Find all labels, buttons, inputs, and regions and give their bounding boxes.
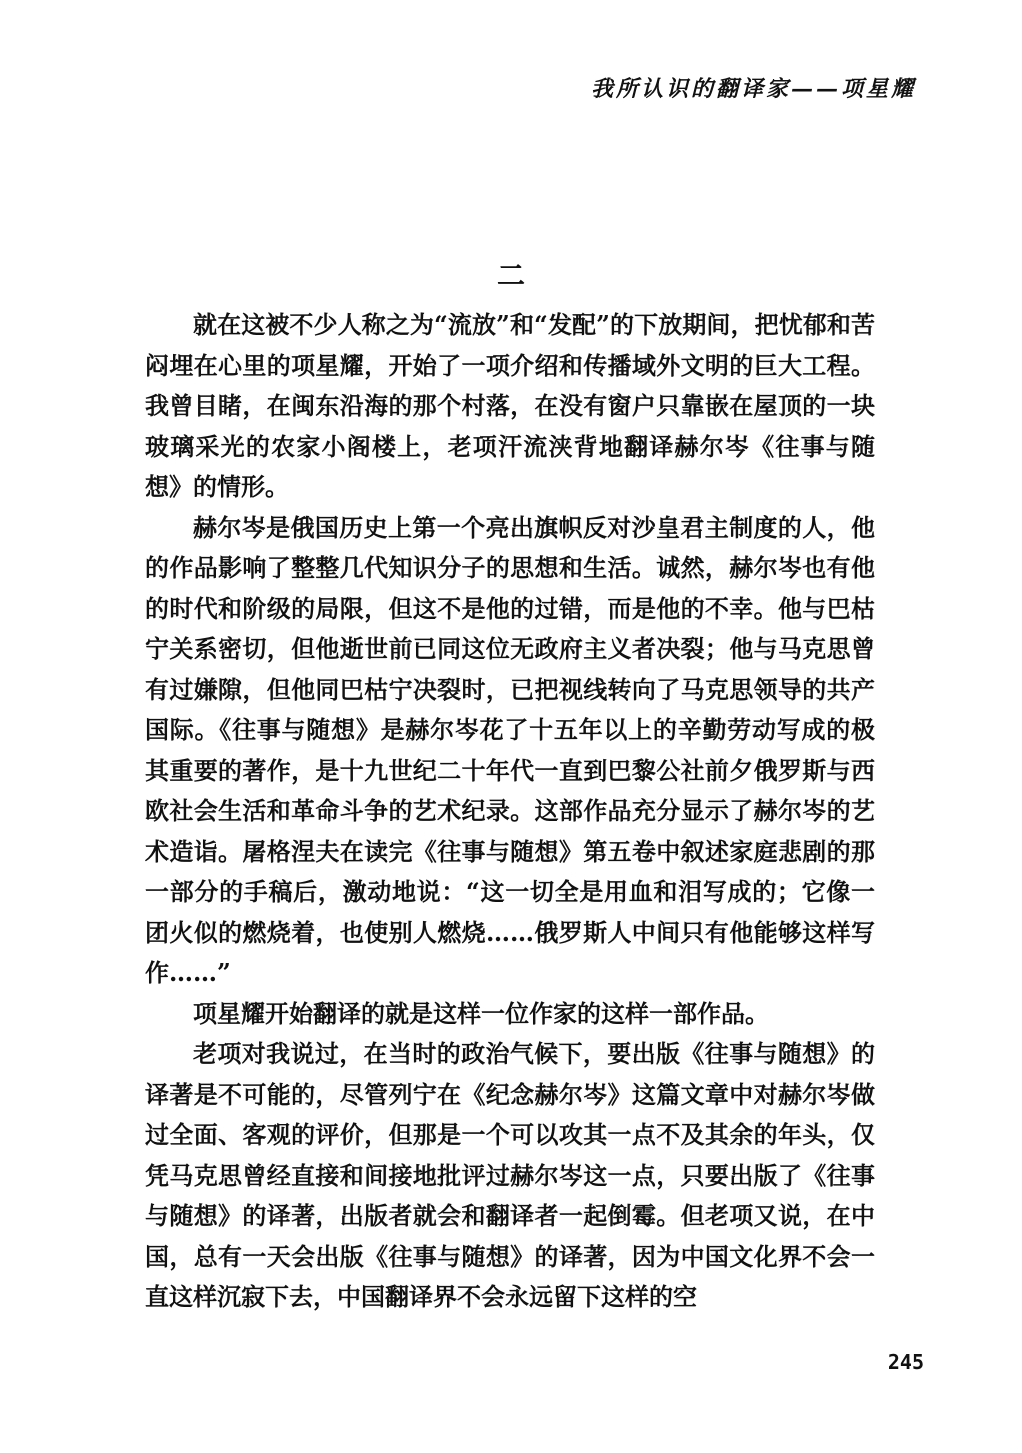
section-number: 二 xyxy=(496,259,525,292)
body-text xyxy=(145,305,875,1318)
paragraph-4: 老项对我说过，在当时的政治气候下，要出版《往事与随想》的译著是不可能的，尽管列宁在《纪念赫尔岑》这篇文章中对赫尔岑做过全面、客观的评价，但那是一个可以攻其一点不及其余的年头，仅凭马克思曾经直接和间接地批评过赫尔岑这一点，只要出版了《往事与随想》的译著，出版者就会和翻译者一起倒霉。但老项又说，在中国，总有一天会出版《往事与随想》的译著，因为中国文化界不会一直这样沉寂下去，中国翻译界不会永远留下这样的空 xyxy=(145,1039,875,1311)
paragraph-2: 赫尔岑是俄国历史上第一个亮出旗帜反对沙皇君主制度的人，他的作品影响了整整几代知识分子的思想和生活。诚然，赫尔岑也有他的时代和阶级的局限，但这不是他的过错，而是他的不幸。他与巴枯宁关系密切，但他逝世前已同这位无政府主义者决裂；他与马克思曾有过嫌隙，但他同巴枯宁决裂时，已把视线转向了马克思领导的共产国际。《往事与随想》是赫尔岑花了十五年以上的辛勤劳动写成的极其重要的著作，是十九世纪二十年代一直到巴黎公社前夕俄罗斯与西欧社会生活和革命斗争的艺术纪录。这部作品充分显示了赫尔岑的艺术造诣。屠格涅夫在读完《往事与随想》第五卷中叙述家庭悲剧的那一部分的手稿后，激动地说：“这一切全是用血和泪写成的；它像一团火似的燃烧着，也使别人燃烧……俄罗斯人中间只有他能够这样写作……” xyxy=(145,512,875,987)
page-number: 245 xyxy=(887,1350,924,1374)
paragraph-1: 就在这被不少人称之为“流放”和“发配”的下放期间，把忧郁和苦闷埋在心里的项星耀，开始了一项介绍和传播域外文明的巨大工程。我曾目睹，在闽东沿海的那个村落，在没有窗户只靠嵌在屋顶的一块玻璃采光的农家小阁楼上，老项汗流浃背地翻译赫尔岑《往事与随想》的情形。 xyxy=(145,310,875,501)
paragraph-3: 项星耀开始翻译的就是这样一位作家的这样一部作品。 xyxy=(193,998,769,1028)
running-header: 我所认识的翻译家——项星耀 xyxy=(590,76,916,102)
